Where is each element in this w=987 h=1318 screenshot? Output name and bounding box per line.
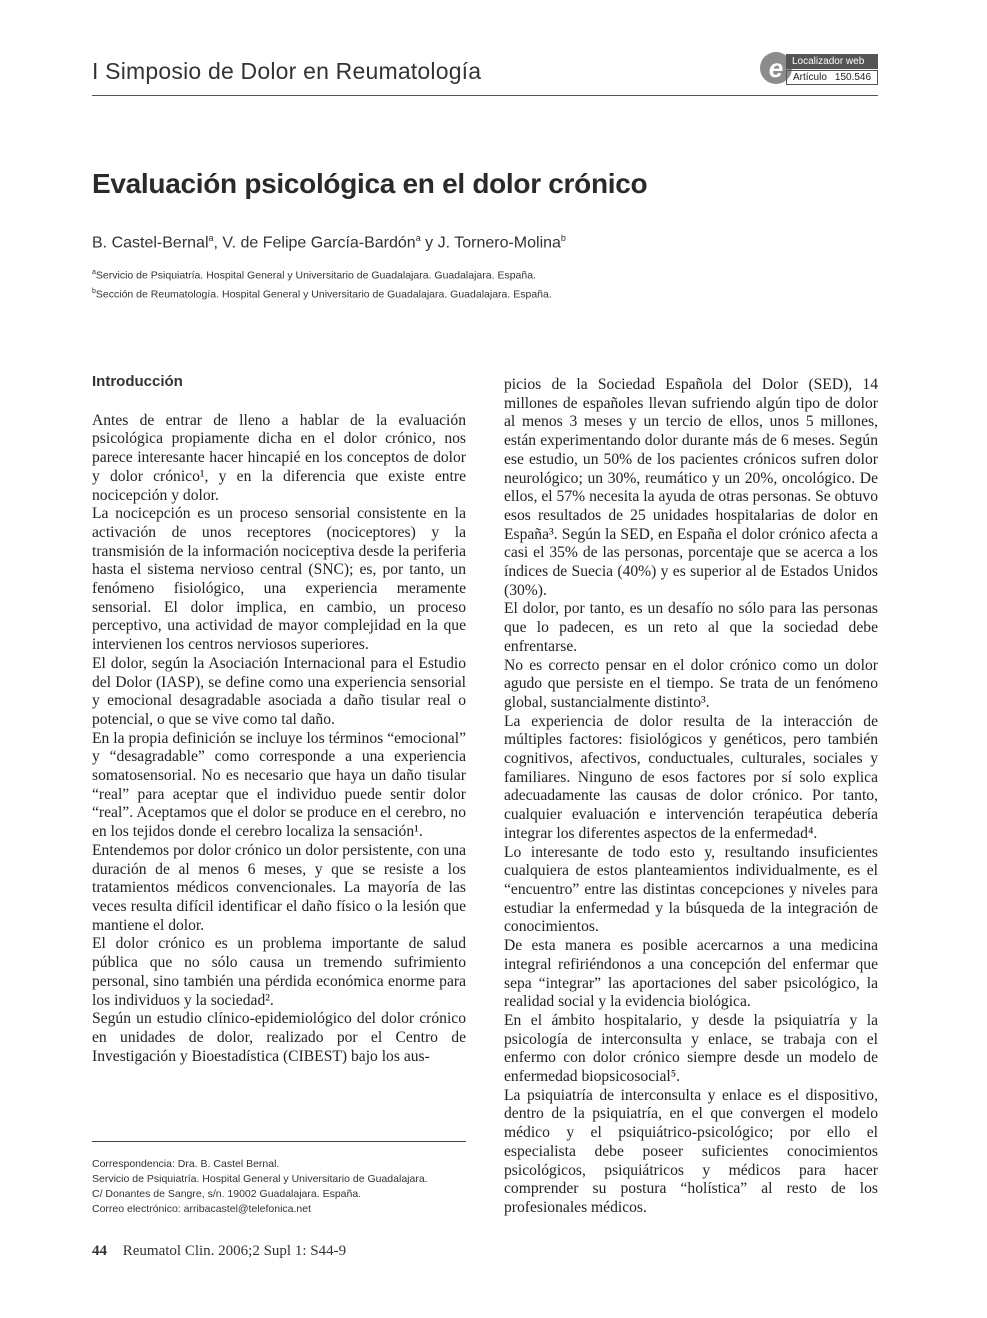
- author-name: V. de Felipe García-Bardón: [222, 234, 416, 252]
- body-paragraph: De esta manera es posible acercarnos a una medicina integral refiriéndonos a una concepción del enfermar que sepa “integrar” las aportaciones del saber psicológico, la realidad social y la evidencia biológica.: [504, 937, 878, 1011]
- affiliation-text: Servicio de Psiquiatría. Hospital General y Universitario de Guadalajara. Guadalajara. España.: [95, 269, 536, 282]
- journal-citation: Reumatol Clin. 2006;2 Supl 1: S44-9: [122, 1243, 347, 1259]
- body-paragraph: Entendemos por dolor crónico un dolor persistente, con una duración de al menos 6 meses, y que se resiste a los tratamientos médicos convencionales. La mayoría de las veces resulta difícil identificar el daño físico o la lesión que mantiene el dolor.: [92, 841, 466, 934]
- locator-article: [786, 70, 878, 85]
- body-paragraph: Lo interesante de todo esto y, resultando insuficientes cualquiera de estos planteamientos individualmente, es el “encuentro” entre las distintas concepciones y niveles para estudiar la enfermedad y la búsqueda de la integración de conocimientos.: [504, 843, 878, 936]
- correspondence-line: Correspondencia: Dra. B. Castel Bernal.: [92, 1158, 280, 1170]
- page-number: 44: [92, 1243, 107, 1259]
- body-paragraph: En la propia definición se incluye los términos “emocional” y “desagradable” como corresponde a una experiencia somatosensorial. No es necesario que haya un daño tisular “real” para aceptar que el individuo puede sentir dolor “real”. Aceptamos que el dolor se produce en el cerebro, no en los tejidos donde el cerebro localiza la sensación¹.: [92, 729, 466, 841]
- article-title: Evaluación psicológica en el dolor crónico: [92, 168, 648, 199]
- e-logo-icon: e: [760, 52, 792, 84]
- body-paragraph: El dolor, según la Asociación Internacional para el Estudio del Dolor (IASP), se define como una experiencia sensorial y emocional desagradable asociada a daño tisular real o potencial, o que se vive como tal daño.: [92, 654, 466, 728]
- footnote-rule: [92, 1141, 466, 1142]
- affiliation-line: [92, 284, 552, 303]
- affiliation-line: [92, 265, 552, 284]
- body-paragraph: La psiquiatría de interconsulta y enlace es el dispositivo, dentro de la psiquiatría, en el que convergen el modelo médico y el psiquiátrico-psicológico; por ello el especialista debe poseer suficientes conocimientos psicológicos, psiquiátricos y médicos para hacer comprender su postura “holística” al resto de los profesionales médicos.: [504, 1086, 878, 1216]
- header-rule: [92, 95, 878, 96]
- correspondence-line: C/ Donantes de Sangre, s/n. 19002 Guadalajara. España.: [92, 1188, 362, 1200]
- body-paragraph: picios de la Sociedad Española del Dolor (SED), 14 millones de españoles llevan sufriendo algún tipo de dolor al menos 3 meses y un tercio de ellos, unos 5 millones, están experimentando dolor durante más de 6 meses. Según ese estudio, un 50% de los pacientes crónicos sufren dolor neurológico; un 30%, reumático y un 20%, oncológico. De ellos, el 57% necesita la ayuda de otras personas. Se obtuvo esos resultados de 25 unidades hospitalarias de dolor en España³. Según la SED, en España el dolor crónico afecta a casi el 35% de las personas, porcentaje que se acerca a los índices de Suecia (40%) y es superior al de Estados Unidos (30%).: [504, 376, 878, 599]
- section-heading: Introducción: [92, 373, 183, 390]
- affiliations: [92, 265, 552, 302]
- body-paragraph: El dolor crónico es un problema importante de salud pública que no sólo causa un tremendo sufrimiento personal, sino también una pérdida económica enorme para los individuos y la sociedad².: [92, 935, 466, 1009]
- web-locator-badge: [760, 52, 878, 88]
- body-paragraph: Antes de entrar de lleno a hablar de la evaluación psicológica propiamente dicha en el dolor crónico, nos parece interesante hacer hincapié en los conceptos de dolor y dolor crónico¹, y en la diferencia que existe entre nocicepción y dolor.: [92, 411, 466, 504]
- affiliation-text: Sección de Reumatología. Hospital General y Universitario de Guadalajara. Guadalajara. España.: [95, 288, 552, 300]
- body-paragraph: En el ámbito hospitalario, y desde la psiquiatría y la psicología de interconsulta y enlace, se trabaja con el enfermo con dolor crónico siempre desde un modelo de enfermedad biopsicosocial⁵.: [504, 1011, 878, 1086]
- author-name: B. Castel-Bernal: [92, 234, 209, 252]
- author-affiliation-mark: a: [415, 233, 421, 243]
- author-affiliation-mark: b: [560, 233, 566, 243]
- correspondence-block: [92, 1157, 428, 1217]
- body-paragraph: La experiencia de dolor resulta de la interacción de múltiples factores: fisiológicos y genéticos, pero también cognitivos, afectivos, conductuales, culturales, sociales y familiares. Ninguno de esos factores por sí solo explica adecuadamente las causas de dolor crónico. Por tanto, cualquier evaluación e intervención terapéutica debería integrar los diferentes aspectos de la enfermedad⁴.: [504, 712, 878, 842]
- author-separator: y: [420, 234, 438, 252]
- body-paragraph: No es correcto pensar en el dolor crónico como un dolor agudo que persiste en el tiempo. Se trata de un fenómeno global, sustancialmente distinto³.: [504, 656, 878, 711]
- right-column: [504, 376, 878, 1218]
- correspondence-line: Correo electrónico: arribacastel@telefonica.net: [92, 1203, 312, 1215]
- author-separator: ,: [213, 234, 223, 252]
- left-paragraphs: [92, 412, 466, 1067]
- locator-article-label: Artículo: [793, 72, 827, 83]
- body-paragraph: La nocicepción es un proceso sensorial consistente en la activación de unos receptores (nociceptores) y la transmisión de la información nociceptiva desde la periferia hasta el sistema nervioso central (SNC); es, por tanto, un fenómeno fisiológico, una experiencia meramente sensorial. El dolor implica, en cambio, un proceso perceptivo, una actividad de mayor complejidad en la que intervienen los centros nerviosos superiores.: [92, 505, 466, 654]
- author-name: J. Tornero-Molina: [437, 234, 561, 252]
- affiliation-mark: b: [92, 287, 96, 295]
- left-column: [92, 373, 466, 1066]
- correspondence-line: Servicio de Psiquiatría. Hospital General y Universitario de Guadalajara.: [92, 1173, 428, 1185]
- authors-line: [92, 233, 566, 252]
- body-paragraph: Según un estudio clínico-epidemiológico del dolor crónico en unidades de dolor, realizado por el Centro de Investigación y Bioestadística (CIBEST) bajo los aus-: [92, 1010, 466, 1065]
- page-footer: [92, 1243, 346, 1260]
- locator-label: Localizador web: [786, 54, 878, 69]
- running-header: I Simposio de Dolor en Reumatología: [92, 58, 482, 84]
- affiliation-mark: a: [92, 269, 96, 276]
- author-affiliation-mark: a: [208, 233, 214, 243]
- right-paragraphs: [504, 376, 878, 1218]
- locator-article-number: 150.546: [834, 72, 872, 83]
- body-paragraph: El dolor, por tanto, es un desafío no sólo para las personas que lo padecen, es un reto al que la sociedad debe enfrentarse.: [504, 600, 878, 655]
